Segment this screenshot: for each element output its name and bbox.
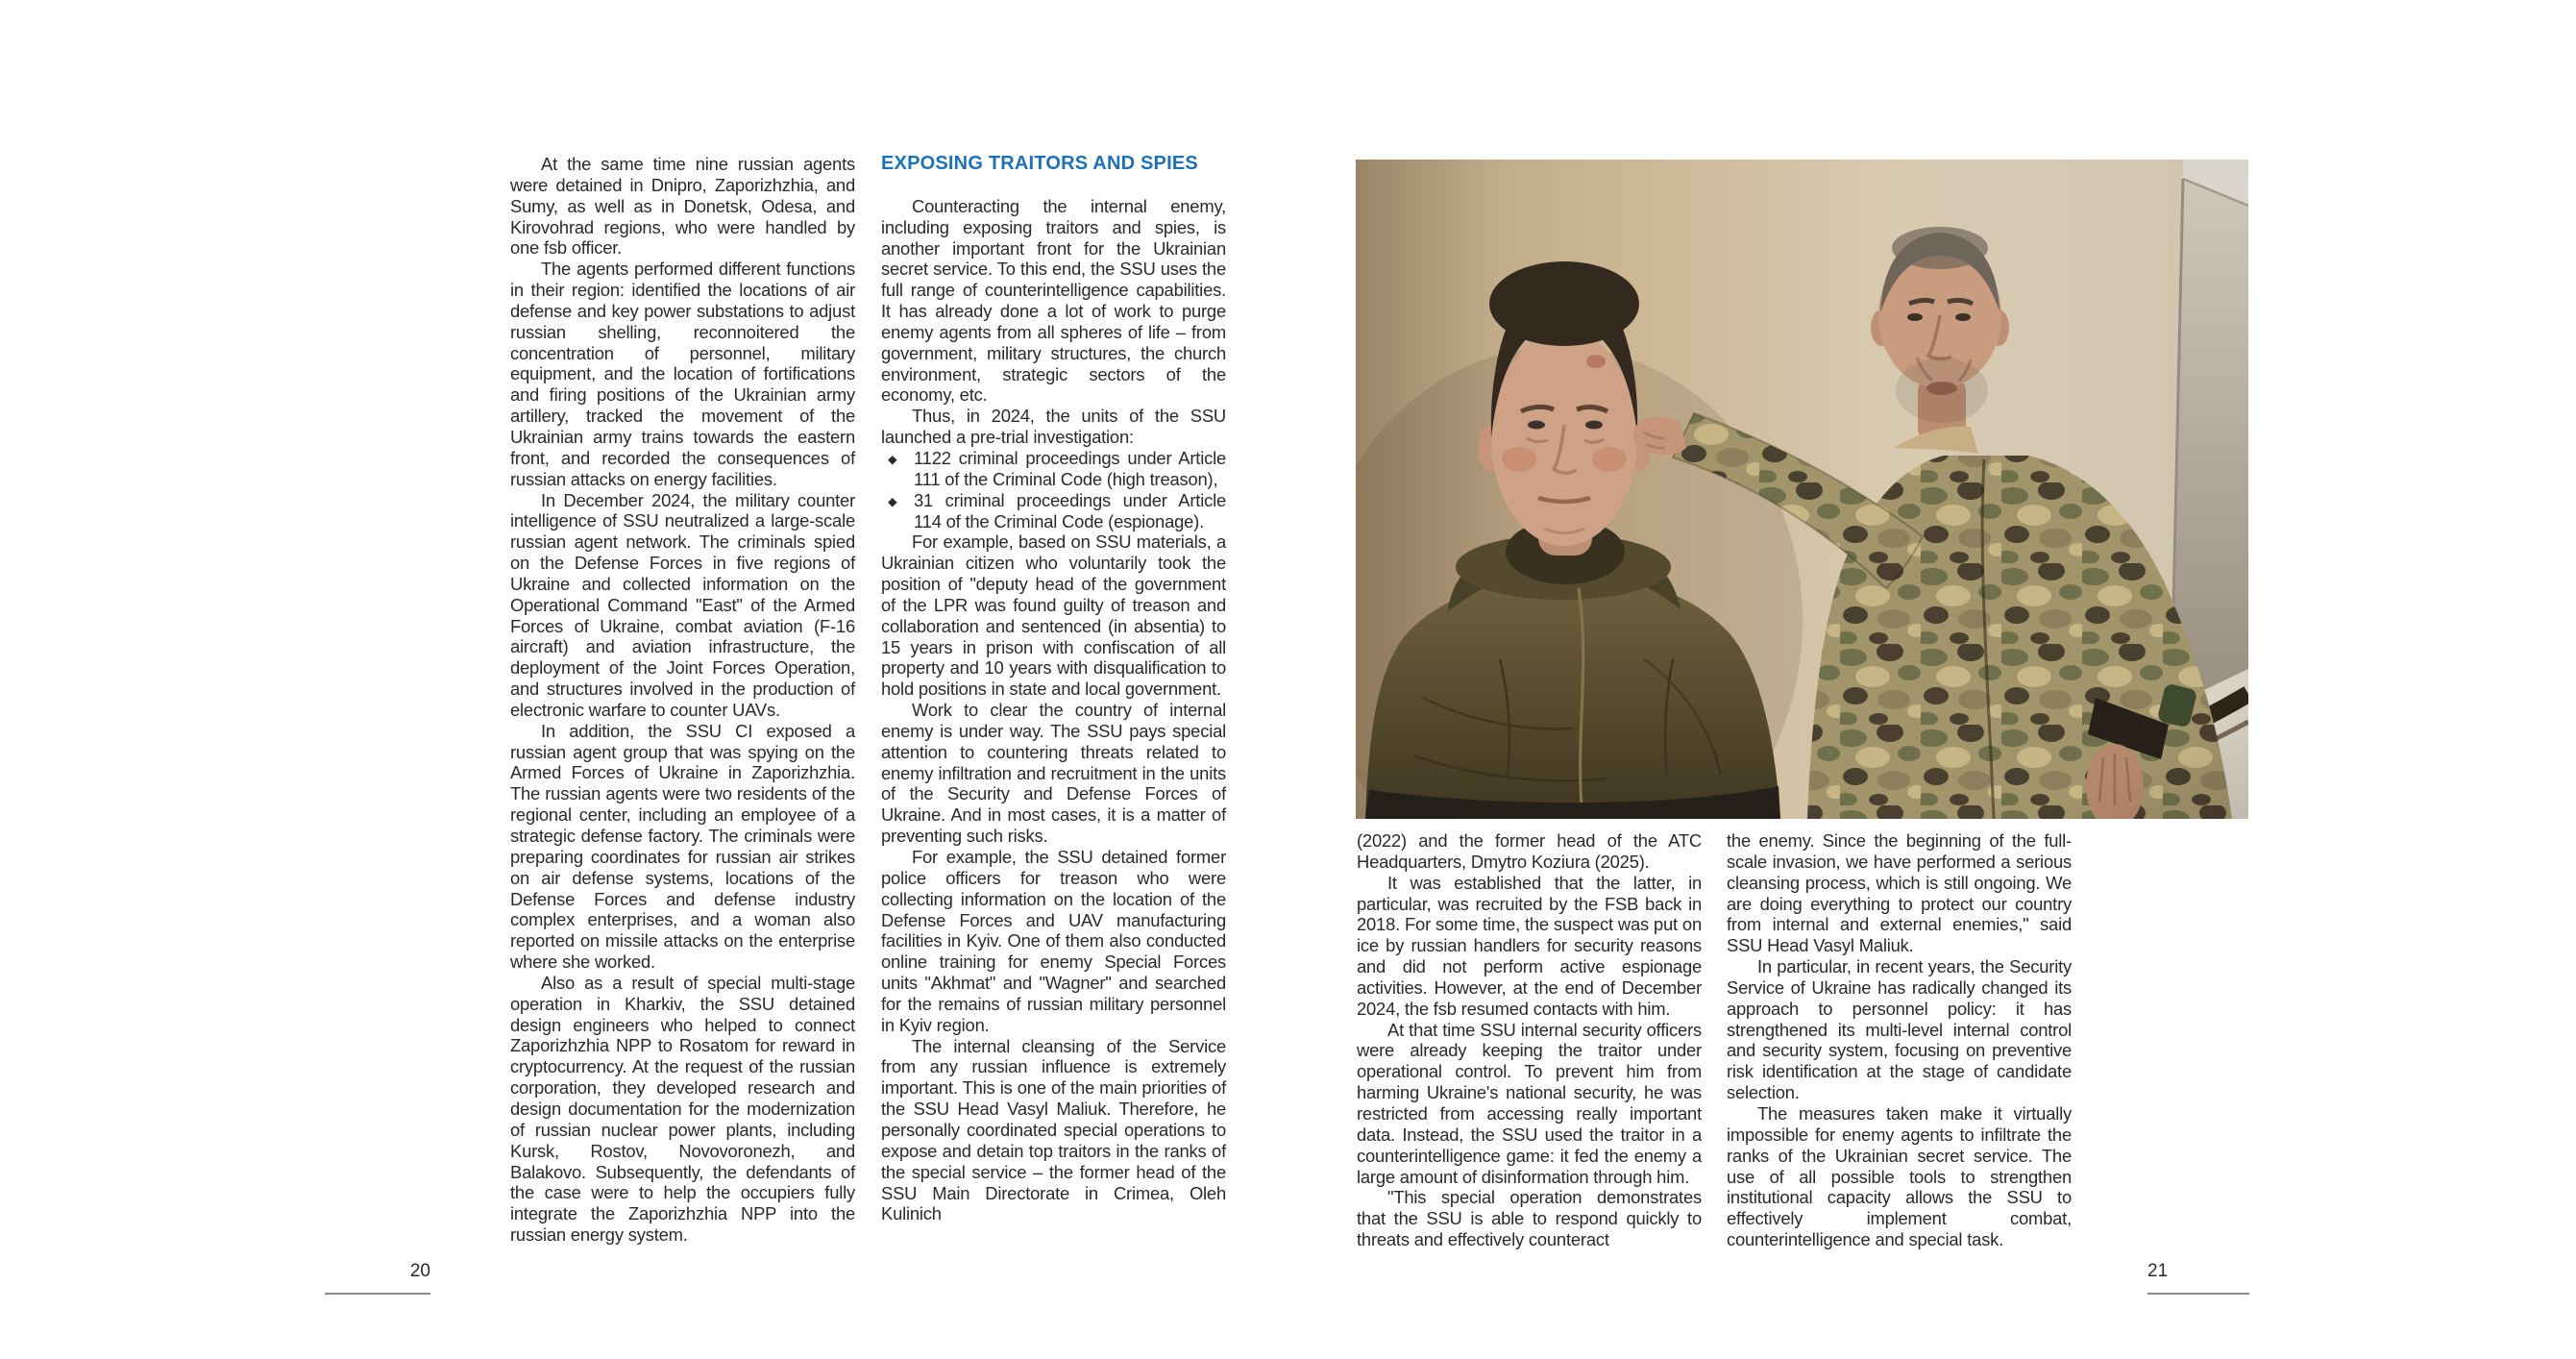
- paragraph: The agents performed different functions in their region: identified the locations of air defense and key power substations to adjust russian shelling, reconnoitered the concentration of personnel, military equipment, and the location of fortifications and firing positions of the Ukrainian army artillery, tracked the movement of the Ukrainian army trains towards the eastern front, and recorded the consequences of russian attacks on energy facilities.: [510, 259, 855, 489]
- page-number-left: [325, 1261, 430, 1295]
- paragraph: "This special operation demonstrates that the SSU is able to respond quickly to threats and effectively counteract: [1357, 1187, 1702, 1250]
- paragraph: At the same time nine russian agents were detained in Dnipro, Zaporizhzhia, and Sumy, as well as in Donetsk, Odesa, and Kirovohrad regions, who were handled by one fsb officer.: [510, 154, 855, 259]
- paragraph: Thus, in 2024, the units of the SSU launched a pre-trial investigation:: [881, 406, 1226, 448]
- paragraph: It was established that the latter, in particular, was recruited by the FSB back in 2018. For some time, the suspect was put on ice by russian handlers for security reasons and did not perform active espionage activities. However, at the end of December 2024, the fsb resumed contacts with him.: [1357, 872, 1702, 1019]
- paragraph: In addition, the SSU CI exposed a russian agent group that was spying on the Armed Forces of Ukraine in Zaporizhzhia. The russian agents were two residents of the regional center, including an employee of a strategic defense factory. The criminals were preparing coordinates for russian air strikes on air defense systems, locations of the Defense Forces and defense industry complex enterprises, and a woman also reported on missile attacks on the enterprise where she worked.: [510, 720, 855, 973]
- paragraph: At that time SSU internal security officers were already keeping the traitor under operational control. To prevent him from harming Ukraine's national security, he was restricted from accessing really important data. Instead, the SSU used the traitor in a counterintelligence game: it fed the enemy a large amount of disinformation through him.: [1357, 1019, 1702, 1187]
- criminal-proceedings-list: [881, 448, 1226, 531]
- paragraph: Counteracting the internal enemy, including exposing traitors and spies, is another important front for the Ukrainian secret service. To this end, the SSU uses the full range of counterintelligence capabilities. It has already done a lot of work to purge enemy agents from all spheres of life – from government, military structures, the church environment, strategic sectors of the economy, etc.: [881, 195, 1226, 406]
- paragraph: In particular, in recent years, the Security Service of Ukraine has radically changed its approach to personnel policy: it has strengthened its multi-level internal control and security system, focusing on preventive risk identification at the stage of candidate selection.: [1727, 956, 2072, 1103]
- bullet-diamond-icon: ◆: [888, 494, 897, 508]
- list-item: [881, 490, 1226, 532]
- left-page-column-1: [510, 154, 855, 1246]
- detention-photo: [1356, 160, 2248, 819]
- page-number-right: [2147, 1261, 2249, 1295]
- paragraph: The internal cleansing of the Service from any russian influence is extremely important. This is one of the main priorities of the SSU Head Vasyl Maliuk. Therefore, he personally coordinated special operations to expose and detain top traitors in the ranks of the special service – the former head of the SSU Main Directorate in Crimea, Oleh Kulinich: [881, 1035, 1226, 1224]
- bullet-diamond-icon: ◆: [888, 452, 897, 466]
- paragraph: Also as a result of special multi-stage operation in Kharkiv, the SSU detained design engineers who helped to connect Zaporizhzhia NPP to Rosatom for reward in cryptocurrency. At the request of the russian corporation, they developed research and design documentation for the modernization of russian nuclear power plants, including Kursk, Rostov, Novovoronezh, and Balakovo. Subsequently, the defendants of the case were to help the occupiers fully integrate the Zaporizhzhia NPP into the russian energy system.: [510, 972, 855, 1246]
- list-item-text: 1122 criminal proceedings under Article 111 of the Criminal Code (high treason),: [914, 447, 1226, 489]
- paragraph: The measures taken make it virtually impossible for enemy agents to infiltrate the ranks of the Ukrainian secret service. The use of all possible tools to strengthen institutional capacity allows the SSU to effectively implement combat, counterintelligence and special task.: [1727, 1102, 2072, 1250]
- paragraph: the enemy. Since the beginning of the full-scale invasion, we have performed a serious cleansing process, which is still ongoing. We are doing everything to protect our country from internal and external enemies," said SSU Head Vasyl Maliuk.: [1727, 830, 2072, 956]
- list-item-text: 31 criminal proceedings under Article 114 of the Criminal Code (espionage).: [914, 489, 1226, 531]
- left-page-column-2: [881, 154, 1226, 1224]
- paragraph: For example, the SSU detained former police officers for treason who were collecting information on the location of the Defense Forces and UAV manufacturing facilities in Kyiv. One of them also conducted online training for enemy Special Forces units "Akhmat" and "Wagner" and searched for the remains of russian military personnel in Kyiv region.: [881, 847, 1226, 1035]
- photo-detention-scene: [1356, 160, 2248, 819]
- section-heading: EXPOSING TRAITORS AND SPIES: [881, 153, 1198, 174]
- paragraph: In December 2024, the military counter intelligence of SSU neutralized a large-scale russian agent network. The criminals spied on the Defense Forces in five regions of Ukraine and collected information on the Operational Command "East" of the Armed Forces of Ukraine, combat aviation (F-16 aircraft) and aviation infrastructure, the deployment of the Joint Forces Operation, and structures involved in the production of electronic warfare to counter UAVs.: [510, 489, 855, 720]
- paragraph: For example, based on SSU materials, a Ukrainian citizen who voluntarily took the position of "deputy head of the government of the LPR was found guilty of treason and collaboration and sentenced (in absentia) to 15 years in prison with confiscation of all property and 10 years with disqualification to hold positions in state and local government.: [881, 531, 1226, 700]
- paragraph: Work to clear the country of internal enemy is under way. The SSU pays special attention to countering threats related to enemy infiltration and recruitment in the units of the Security and Defense Forces of Ukraine. And in most cases, it is a matter of preventing such risks.: [881, 700, 1226, 847]
- page-number-text: 21: [2147, 1261, 2169, 1281]
- list-item: [881, 448, 1226, 490]
- paragraph: (2022) and the former head of the ATC Headquarters, Dmytro Koziura (2025).: [1357, 830, 1702, 872]
- page-number-text: 20: [409, 1261, 430, 1281]
- right-page-column-2: [1727, 830, 2072, 1250]
- photo-vignette: [1356, 160, 2248, 819]
- right-page-column-1: [1357, 830, 1702, 1250]
